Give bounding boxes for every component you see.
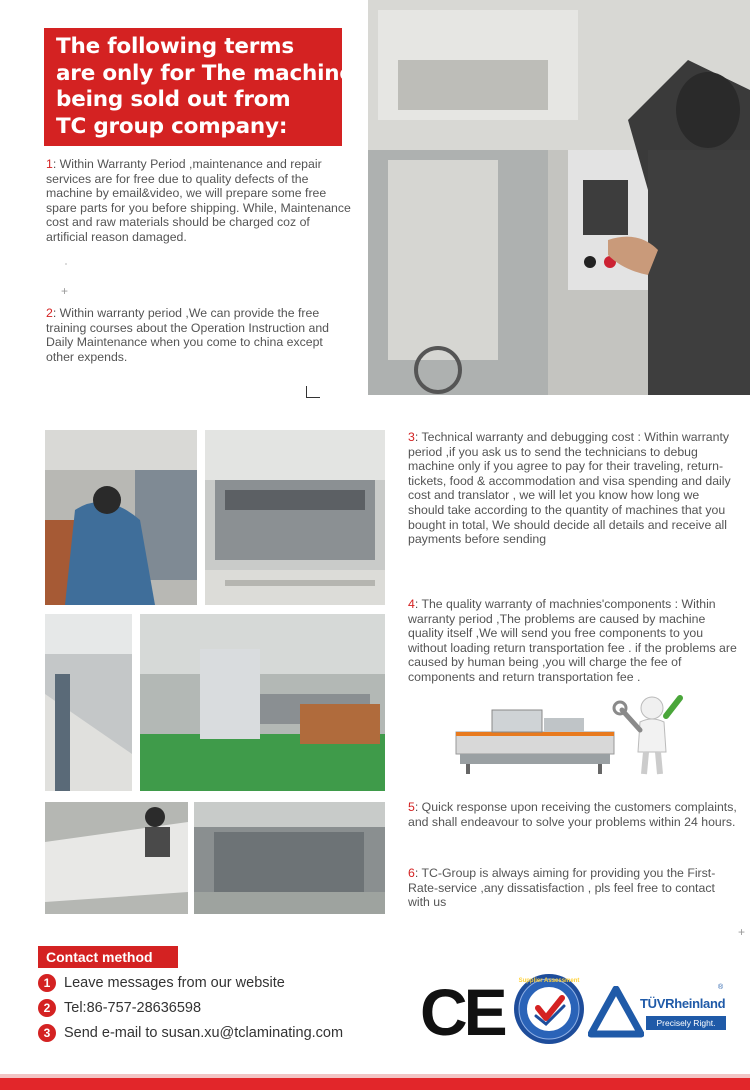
term-5 xyxy=(408,800,738,829)
term-1 xyxy=(46,157,352,245)
decor-corner xyxy=(306,386,320,398)
machine-photo xyxy=(140,614,385,791)
contact-item xyxy=(38,997,201,1019)
term-number: 2 xyxy=(46,306,53,320)
term-text: : Within warranty period ,We can provide the free training courses about the Operation Instruction and Daily Maintenance when you come to china except other expends. xyxy=(46,306,330,364)
machine-illustration xyxy=(452,688,688,782)
term-number: 3 xyxy=(408,430,415,444)
contact-text: Leave messages from our website xyxy=(64,975,285,991)
ce-mark: CE xyxy=(420,975,504,1049)
decor-plus: + xyxy=(61,284,69,298)
supplier-assessment-badge xyxy=(512,972,586,1046)
contact-email: Send e-mail to susan.xu@tclaminating.com xyxy=(64,1025,344,1041)
technician-photo xyxy=(368,0,750,395)
footer-bar xyxy=(0,1078,750,1090)
machine-photo xyxy=(205,430,385,605)
decor-plus: + xyxy=(738,925,746,939)
term-number: 5 xyxy=(408,800,415,814)
term-number: 1 xyxy=(46,157,53,171)
term-text: : TC-Group is always aiming for providing you the First-Rate-service ,any dissatisfaction , pls feel free to contact with us xyxy=(408,866,716,910)
tuv-brand: TÜVRheinland xyxy=(640,996,726,1011)
term-text: : Technical warranty and debugging cost : Within warranty period ,if you ask us to send the technicians to debug machine only if you agree to pay for their traveling, return-tickets, food & accommodation and visa spending and daily cost and translator , we will let you know how long we should take according to the quantity of machines that you bought in total, We should decide all details and receive all payments before sending xyxy=(408,430,731,547)
machine-photo xyxy=(194,802,385,914)
term-number: 4 xyxy=(408,597,415,611)
term-text: : Quick response upon receiving the customers complaints, and shall endeavour to solve your problems within 24 hours. xyxy=(408,800,737,829)
term-number: 6 xyxy=(408,866,415,880)
term-3 xyxy=(408,430,738,547)
term-2 xyxy=(46,306,346,364)
title-line: The following terms xyxy=(56,34,294,59)
contact-item xyxy=(38,972,285,994)
title-line: are only for The machine xyxy=(56,60,354,86)
machine-photo xyxy=(45,802,188,914)
machine-photo xyxy=(45,430,197,605)
title-banner xyxy=(44,28,354,146)
term-6 xyxy=(408,866,738,910)
term-text: : Within Warranty Period ,maintenance and repair services are for free due to quality defects of the machine by email&video, we will prepare some free spare parts for you before shipping. While, Maintenance cost and raw materials should be charged coz of artificial reason damaged. xyxy=(46,157,351,244)
title-line: being sold out from xyxy=(56,87,291,112)
machine-photo xyxy=(45,614,132,791)
contact-heading: Contact method xyxy=(38,946,178,968)
registered-mark: ® xyxy=(718,984,724,991)
contact-number: 2 xyxy=(38,999,56,1017)
contact-number: 3 xyxy=(38,1024,56,1042)
tuv-triangle-icon xyxy=(588,986,644,1038)
decor-tick: ˈ xyxy=(64,261,68,275)
contact-phone: Tel:86-757-28636598 xyxy=(64,1000,202,1016)
tuv-slogan: Precisely Right. xyxy=(646,1016,726,1030)
term-4 xyxy=(408,597,738,685)
title-line: TC group company: xyxy=(56,113,288,139)
contact-number: 1 xyxy=(38,974,56,992)
supplier-ring-text: Supplier Assessment xyxy=(518,978,580,984)
term-text: : The quality warranty of machnies'components : Within warranty period ,The problems are caused by machine quality itself ,We will send you free components to you without loading return transportation fee . if the problems are caused by human being ,you will charge the fee of components and return transportation fee . xyxy=(408,597,737,684)
contact-item xyxy=(38,1022,343,1044)
